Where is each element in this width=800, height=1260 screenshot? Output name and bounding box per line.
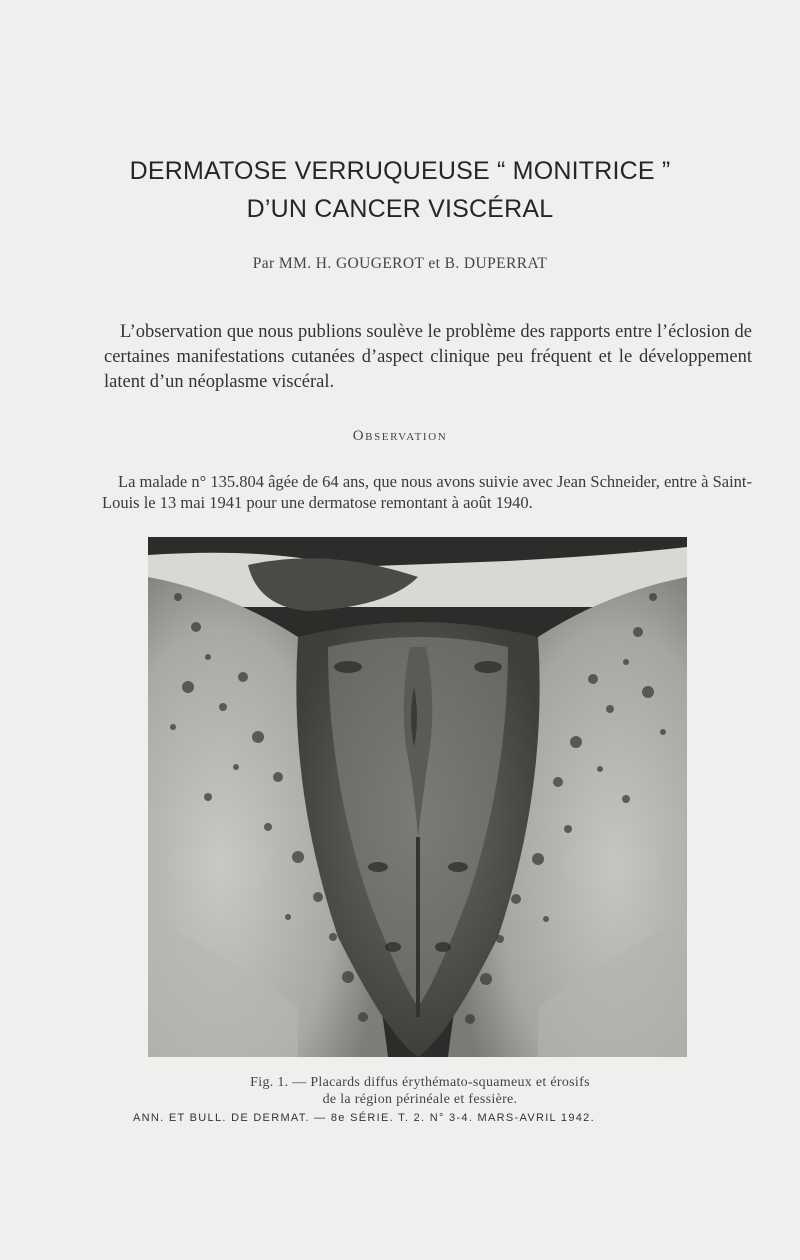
caption-line-2: de la région périnéale et fessière. — [322, 1092, 518, 1107]
figure-caption — [150, 1074, 690, 1108]
intro-paragraph: L’observation que nous publions soulève le problème des rapports entre l’éclosion de certaines manifestations cutanées d’aspect clinique peu fréquent et le développement latent d’un néoplasme viscéral. — [104, 322, 752, 392]
observation-paragraph: La malade n° 135.804 âgée de 64 ans, que nous avons suivie avec Jean Schneider, entre à Saint-Louis le 13 mai 1941 pour une dermatose remontant à août 1940. — [102, 472, 752, 512]
section-heading-observation: Observation — [352, 428, 448, 444]
authors-line: Par MM. H. GOUGEROT et B. DUPERRAT — [252, 255, 548, 272]
figure-photograph — [148, 537, 687, 1057]
caption-line-1: Fig. 1. — Placards diffus érythémato-squameux et érosifs — [250, 1075, 590, 1090]
title-line-1: DERMATOSE VERRUQUEUSE “ MONITRICE ” — [129, 157, 671, 185]
title-line-2: D’UN CANCER VISCÉRAL — [246, 195, 554, 223]
journal-reference: ANN. ET BULL. DE DERMAT. — 8e SÉRIE. T. 2. N° 3-4. MARS-AVRIL 1942. — [133, 1112, 595, 1124]
